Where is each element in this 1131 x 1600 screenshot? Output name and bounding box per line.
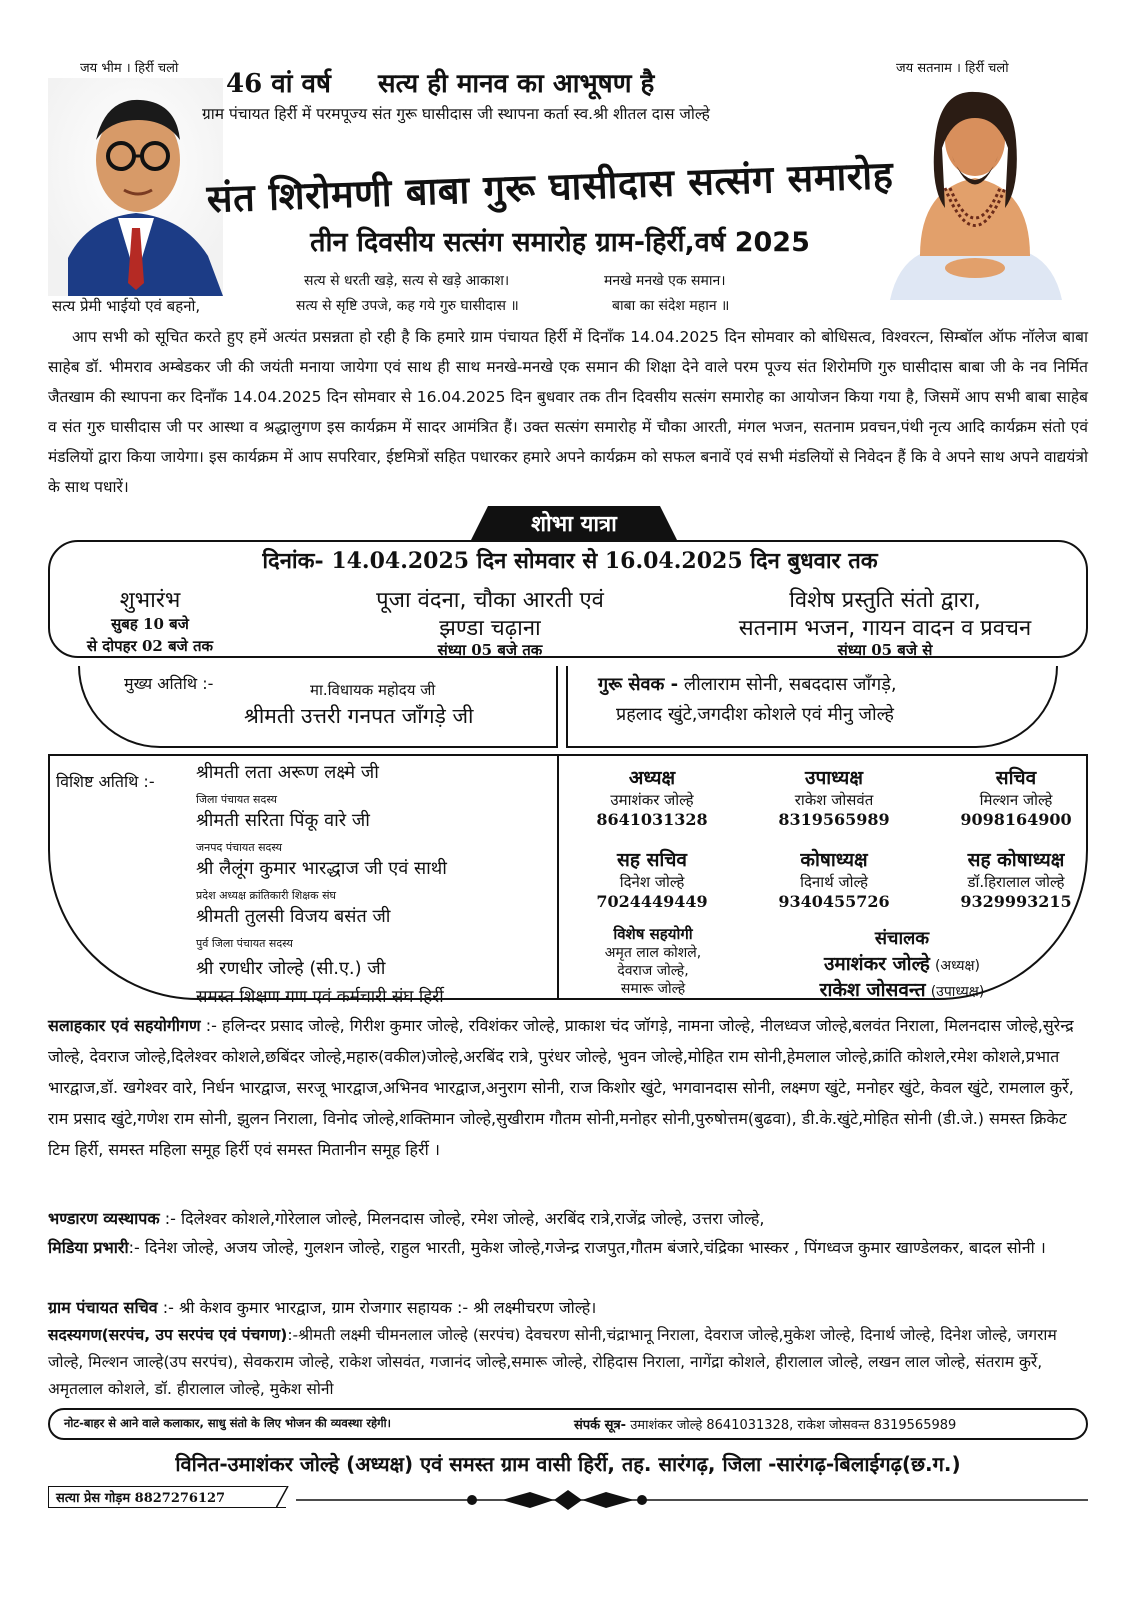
storage-list: :- दिलेश्वर कोशले,गोरेलाल जोल्हे, मिलनदास जोल्हे, रमेश जोल्हे, अरबिंद रात्रे,राजेंद्र जोल्हे, उत्तरा जोल्हे,	[164, 1209, 765, 1228]
officer-vice-president	[744, 764, 924, 829]
members-label: सदस्यगण(सरपंच, उप सरपंच एवं पंचगण)	[48, 1326, 288, 1344]
chief-guest-label: मुख्य अतिथि :-	[124, 674, 214, 693]
couplet-line-3: मनखे मनखे एक समान।	[604, 273, 726, 289]
officer-name: डॉ.हिरालाल जोल्हे	[967, 873, 1065, 891]
puja-time: संध्या 05 बजे तक	[437, 641, 543, 659]
puja-title-1: पूजा वंदना, चौका आरती एवं	[376, 588, 604, 613]
conductor-title: संचालक	[874, 928, 930, 949]
advisors-list: :- हलिन्दर प्रसाद जोल्हे, गिरीश कुमार जोल्हे, रविशंकर जोल्हे, प्राकाश चंद जॉगड़े, नामना जोल्हे, नीलध्वज जोल्हे,बलवंत निराला, मिलनदास जोल्हे,सुरेन्द्र जोल्हे, देवराज जोल्हे,दिलेश्वर कोशले,छबिंदर जोल्हे,महारु(वकील)जोल्हे,अरबिंद रात्रे, पुरंधर जोल्हे, भुवन जोल्हे,मोहित राम सोनी,हेमलाल जोल्हे,क्रांति कोशले,रमेश कोशले,प्रभात भारद्वाज,डॉ. खगेश्वर वारे, निर्धन भारद्वाज, सरजू भारद्वाज,अभिनव भारद्वाज,अनुराग सोनी, राज किशोर खुंटे, भगवानदास सोनी, लक्ष्मण खुंटे, मनोहर खुंटे, केवल खुंटे, रामलाल कुर्रे, राम प्रसाद खुंटे,गणेश राम सोनी, झुलन निराला, विनोद जोल्हे,शक्तिमान जोल्हे,सुखीराम गौतम सोनी,मनोहर सोनी,पुरुषोत्तम(बुढवा), डी.के.खुंटे,मोहित सोनी (डी.जे.) समस्त क्रिकेट टिम हिर्री, समस्त महिला समूह हिर्री एवं समस्त मितानीन समूह हिर्री ।	[48, 1016, 1074, 1159]
shobha-yatra-banner: शोभा यात्रा	[531, 512, 617, 537]
special-guest-name: श्रीमती सरिता पिंकू वारे जी	[196, 810, 370, 831]
officer-phone: 9329993215	[960, 892, 1072, 911]
couplet-line-4: बाबा का संदेश महान ॥	[612, 298, 730, 314]
conductor-role: (उपाध्यक्ष)	[930, 984, 985, 1000]
storage-label: भण्डारण व्यस्थापक	[48, 1209, 160, 1228]
special-guest-role: समस्त शिक्षण गण एवं कर्मचारी संघ हिर्री	[196, 987, 444, 1007]
members-list: :-श्रीमती लक्ष्मी चीमनलाल जोल्हे (सरपंच) देवचरण सोनी,चंद्राभानू निराला, देवराज जोल्हे,मुकेश जोल्हे, दिनार्थ जोल्हे, दिनेश जोल्हे, जगराम जोल्हे, मिल्शन जाल्हे(उप सरपंच), सेवकराम जोल्हे, राकेश जोसवंत, गजानंद जोल्हे,समारू जोल्हे, रोहिदास निराला, नागेंद्रा कोशले, हीरालाल जोल्हे, लखन लाल जोल्हे, संतराम कुर्रे, अमृतलाल कोशले, डॉ. हीरालाल जोल्हे, मुकेश सोनी	[48, 1326, 1057, 1398]
puja-title-2: झण्डा चढ़ाना	[439, 616, 541, 641]
media-list: :- दिनेश जोल्हे, अजय जोल्हे, गुलशन जोल्हे, राहुल भारती, मुकेश जोल्हे,गजेन्द्र राजपुत,गौतम बंजारे,चंद्रिका भास्कर , पिंगध्वज कुमार खाण्डेलकर, बादल सोनी ।	[128, 1238, 1046, 1257]
officer-phone: 8641031328	[596, 810, 708, 829]
officer-title: कोषाध्यक्ष	[800, 849, 868, 871]
officer-name: दिनार्थ जोल्हे	[800, 873, 868, 891]
conductor-name: उमाशंकर जोल्हे	[823, 953, 930, 975]
guests-divider	[557, 754, 559, 1000]
special-guests-label: विशिष्ट अतिथि :-	[56, 772, 155, 791]
conductor	[742, 926, 1062, 1002]
special-helpers-title: विशेष सहयोगी	[613, 925, 693, 943]
ornament-divider	[296, 1488, 1088, 1512]
officer-phone: 9340455726	[778, 892, 890, 911]
special-helper: अमृत लाल कोशले,	[604, 945, 702, 961]
right-slogan: जय सतनाम । हिर्री चलो	[896, 61, 1009, 76]
special-guest-name: श्री लैलूंग कुमार भारद्धाज जी एवं साथी	[196, 858, 447, 879]
members-section	[48, 1322, 1093, 1403]
officer-title: सह सचिव	[617, 849, 687, 871]
conductor-name: राकेश जोसवन्त	[819, 979, 926, 1001]
special-guest-role: जिला पंचायत सदस्य	[196, 793, 277, 806]
officer-phone: 8319565989	[778, 810, 890, 829]
officer-title: सचिव	[995, 767, 1037, 789]
conductor-role: (अध्यक्ष)	[934, 958, 981, 974]
schedule-dates: दिनांक- 14.04.2025 दिन सोमवार से 16.04.2025 दिन बुधवार तक	[262, 548, 878, 574]
advisors-label: सलाहकार एवं सहयोगीगण	[48, 1016, 201, 1035]
officer-phone: 9098164900	[960, 810, 1072, 829]
left-slogan: जय भीम । हिर्री चलो	[80, 61, 179, 76]
secretary-label: ग्राम पंचायत सचिव	[48, 1298, 158, 1317]
officer-title: सह कोषाध्यक्ष	[967, 849, 1065, 871]
officer-name: मिल्शन जोल्हे	[979, 791, 1053, 809]
special-guest-name: श्रीमती तुलसी विजय बसंत जी	[196, 906, 391, 927]
officer-treasurer	[744, 846, 924, 911]
opening-time-1: सुबह 10 बजे	[111, 615, 189, 633]
guru-sevak-label: गुरू सेवक -	[598, 674, 679, 695]
main-title: संत शिरोमणी बाबा गुरू घासीदास सत्संग समारोह	[206, 153, 894, 221]
officer-joint-treasurer	[926, 846, 1106, 911]
special-guest-name: श्रीमती लता अरूण लक्ष्मे जी	[196, 762, 379, 783]
special-performance-1: विशेष प्रस्तुति संतो द्वारा,	[789, 588, 981, 613]
motto: सत्य ही मानव का आभूषण है	[378, 69, 655, 99]
greeting: सत्य प्रेमी भाईयो एवं बहनो,	[52, 297, 201, 315]
note-text: नोट-बाहर से आने वाले कलाकार, साधु संतो के लिए भोजन की व्यवस्था रहेगी।	[64, 1416, 391, 1430]
couplet-line-2: सत्य से सृष्टि उपजे, कह गये गुरु घासीदास ॥	[296, 298, 519, 314]
officer-title: अध्यक्ष	[628, 767, 676, 789]
chief-guest-title: मा.विधायक महोदय जी	[310, 681, 436, 699]
officer-name: दिनेश जोल्हे	[619, 873, 685, 891]
special-guest-role: जनपद पंचायत सदस्य	[196, 841, 283, 854]
contact-label: संपर्क सूत्र-	[574, 1418, 627, 1433]
advisors-section	[48, 1010, 1093, 1165]
establishment-line: ग्राम पंचायत हिर्री में परमपूज्य संत गुरू घासीदास जी स्थापना कर्ता स्व.श्री शीतल दास जोल्हे	[202, 105, 710, 123]
opening-title: शुभारंभ	[119, 588, 181, 613]
vinit-line: विनित-उमाशंकर जोल्हे (अध्यक्ष) एवं समस्त ग्राम वासी हिर्री, तह. सारंगढ़, जिला -सारंगढ़-बिलाईगढ़(छ.ग.)	[175, 1452, 961, 1476]
special-performance-2: सतनाम भजन, गायन वादन व प्रवचन	[738, 616, 1032, 641]
special-helpers	[568, 924, 738, 998]
officer-joint-secretary	[562, 846, 742, 911]
media-section	[48, 1234, 1093, 1262]
secretary-section	[48, 1294, 1093, 1322]
officer-president	[562, 764, 742, 829]
press-box-slant	[276, 1486, 296, 1508]
officer-secretary	[926, 764, 1106, 829]
special-helper: समारू जोल्हे	[620, 981, 686, 997]
special-guest-name: श्री रणधीर जोल्हे (सी.ए.) जी	[196, 958, 386, 979]
press-name: सत्या प्रेस गोड़म 8827276127	[56, 1491, 226, 1506]
special-guest-role: पुर्व जिला पंचायत सदस्य	[196, 937, 293, 950]
year-label: 46 वां वर्ष	[226, 69, 331, 99]
sub-title: तीन दिवसीय सत्संग समारोह ग्राम-हिर्री,वर्ष 2025	[310, 227, 810, 258]
secretary-text: :- श्री केशव कुमार भारद्वाज, ग्राम रोजगार सहायक :- श्री लक्ष्मीचरण जोल्हे।	[162, 1298, 597, 1317]
special-helper: देवराज जोल्हे,	[617, 963, 689, 979]
guru-sevak-line-1: लीलाराम सोनी, सबददास जाँगड़े,	[683, 674, 897, 695]
special-performance-time: संध्या 05 बजे से	[837, 641, 933, 659]
chief-guest-name: श्रीमती उत्तरी गनपत जाँगड़े जी	[244, 704, 474, 728]
media-label: मिडिया प्रभारी	[48, 1238, 129, 1257]
opening-time-2: से दोपहर 02 बजे तक	[86, 637, 214, 655]
officer-name: उमाशंकर जोल्हे	[610, 791, 694, 809]
contact-text: उमाशंकर जोल्हे 8641031328, राकेश जोसवन्त 8319565989	[630, 1418, 957, 1433]
officer-name: राकेश जोसवंत	[794, 791, 874, 809]
guru-sevak-line-2: प्रहलाद खुंटे,जगदीश कोशले एवं मीनु जोल्हे	[616, 704, 894, 725]
intro-paragraph: आप सभी को सूचित करते हुए हमें अत्यंत प्रसन्नता हो रही है कि हमारे ग्राम पंचायत हिर्री में दिनाँक 14.04.2025 दिन सोमवार को बोधिसत्व, विश्वरत्न, सिम्बॉल ऑफ नॉलेज बाबा साहेब डॉ. भीमराव अम्बेडकर जी की जयंती मनाया जायेगा एवं साथ ही साथ मनखे-मनखे एक समान की शिक्षा देने वाले परम पूज्य संत शिरोमणि गुरु घासीदास बाबा जी के नव निर्मित जैतखाम की स्थापना कर दिनाँक 14.04.2025 दिन सोमवार से 16.04.2025 दिन बुधवार तक तीन दिवसीय सत्संग समारोह का आयोजन किया गया है, जिसमें आप सभी बाबा साहेब व संत गुरु घासीदास जी पर आस्था व श्रद्धालुगण इस कार्यक्रम में सादर आमंत्रित हैं। उक्त सत्संग समारोह में चौका आरती, मंगल भजन, सतनाम प्रवचन,पंथी नृत्य आदि कार्यक्रम संतो एवं मंडलियों द्वारा किया जायेगा। इस कार्यक्रम में आप सपरिवार, ईष्टमित्रों सहित पधारकर हमारे अपने कार्यक्रम को सफल बनावें एवं सभी मंडलियों से निवेदन हैं कि वे अपने साथ अपने वाद्ययंत्रो के साथ पधारें।	[48, 328, 1088, 496]
couplet-line-1: सत्य से धरती खड़े, सत्य से खड़े आकाश।	[304, 273, 510, 289]
storage-section	[48, 1205, 1093, 1233]
officer-title: उपाध्यक्ष	[805, 767, 863, 789]
special-guest-role: प्रदेश अध्यक्ष क्रांतिकारी शिक्षक संघ	[196, 889, 337, 902]
officer-phone: 7024449449	[596, 892, 708, 911]
